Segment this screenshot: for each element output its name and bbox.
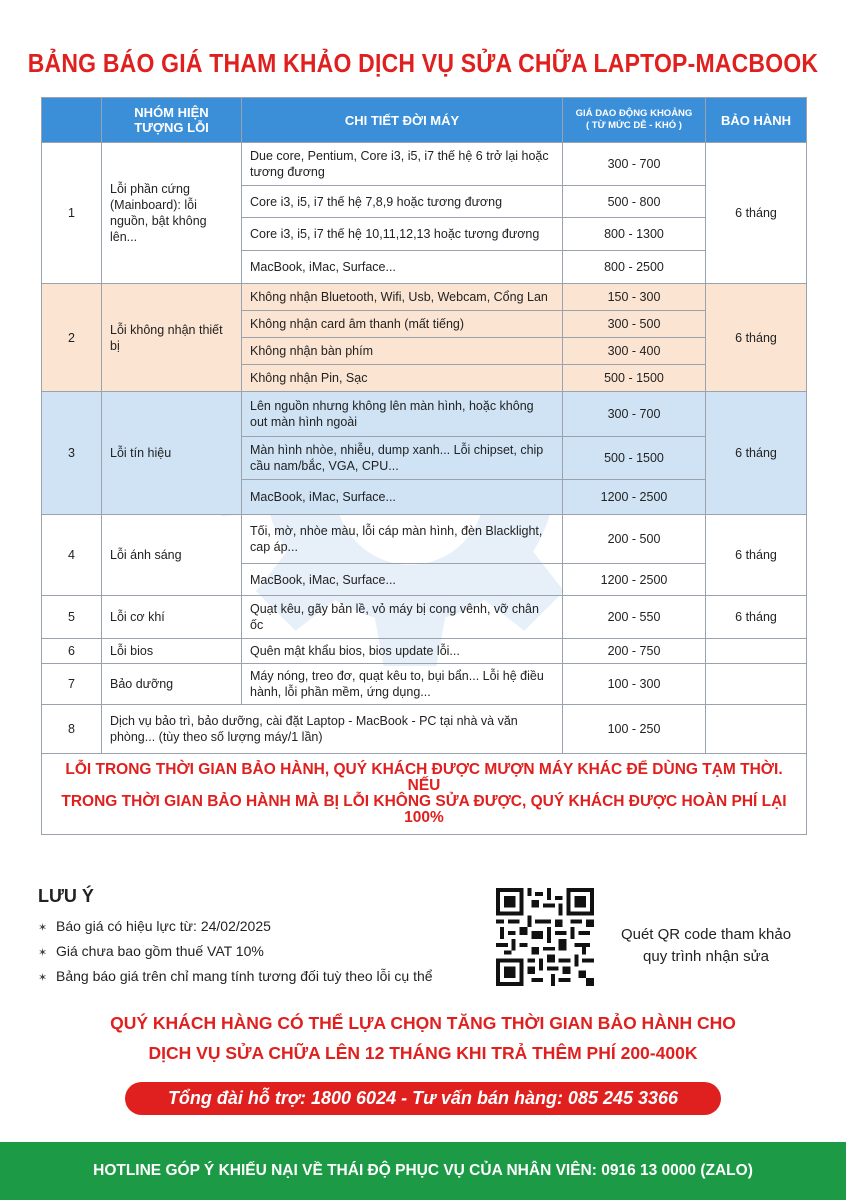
warranty-cell: 6 tháng <box>706 284 807 392</box>
warranty-notice: LỖI TRONG THỜI GIAN BẢO HÀNH, QUÝ KHÁCH ĐƯỢC MƯỢN MÁY KHÁC ĐỂ DÙNG TẠM THỜI. NẾU TRONG THỜI GIAN BẢO HÀNH MÀ BỊ LỖI KHÔNG SỬA ĐƯỢC, QUÝ KHÁCH ĐƯỢC HOÀN PHÍ LẠI 100% <box>42 754 807 835</box>
warranty-cell <box>706 639 807 664</box>
service-description: Dịch vụ bảo trì, bảo dưỡng, cài đặt Laptop - MacBook - PC tại nhà và văn phòng... (tùy theo số lượng máy/1 lần) <box>102 705 563 754</box>
header-price: GIÁ DAO ĐỘNG KHOẢNG ( TỪ MỨC DỄ - KHÓ ) <box>563 98 706 143</box>
price-cell: 500 - 800 <box>563 186 706 218</box>
price-cell: 100 - 300 <box>563 664 706 705</box>
header-no <box>42 98 102 143</box>
row-number: 4 <box>42 515 102 596</box>
detail-cell: Màn hình nhòe, nhiễu, dump xanh... Lỗi chipset, chip cầu nam/bắc, VGA, CPU... <box>242 437 563 480</box>
price-cell: 200 - 750 <box>563 639 706 664</box>
price-cell: 200 - 550 <box>563 596 706 639</box>
detail-cell: Core i3, i5, i7 thế hệ 7,8,9 hoặc tương đương <box>242 186 563 218</box>
table-row <box>42 664 807 705</box>
row-number: 5 <box>42 596 102 639</box>
table-row <box>42 143 807 186</box>
table-header-row <box>42 98 807 143</box>
detail-cell: Core i3, i5, i7 thế hệ 10,11,12,13 hoặc tương đương <box>242 218 563 251</box>
price-cell: 200 - 500 <box>563 515 706 564</box>
price-cell: 800 - 2500 <box>563 251 706 284</box>
detail-cell: Không nhận Pin, Sạc <box>242 365 563 392</box>
warranty-cell: 6 tháng <box>706 596 807 639</box>
list-item: ✶ Bảng báo giá trên chỉ mang tính tương đối tuỳ theo lỗi cụ thể <box>38 965 498 990</box>
list-item: ✶ Giá chưa bao gồm thuế VAT 10% <box>38 940 498 965</box>
warranty-extension-promo: QUÝ KHÁCH HÀNG CÓ THỂ LỰA CHỌN TĂNG THỜI GIAN BẢO HÀNH CHO DỊCH VỤ SỬA CHỮA LÊN 12 THÁNG KHI TRẢ THÊM PHÍ 200-400K <box>110 1013 736 1063</box>
price-cell: 300 - 700 <box>563 392 706 437</box>
star-bullet-icon: ✶ <box>38 922 48 934</box>
price-cell: 300 - 400 <box>563 338 706 365</box>
list-item: ✶ Báo giá có hiệu lực từ: 24/02/2025 <box>38 915 498 940</box>
table-row <box>42 639 807 664</box>
price-cell: 1200 - 2500 <box>563 480 706 515</box>
price-cell: 800 - 1300 <box>563 218 706 251</box>
group-name: Lỗi không nhận thiết bị <box>102 284 242 392</box>
price-cell: 500 - 1500 <box>563 365 706 392</box>
notice-row <box>42 754 807 835</box>
group-name: Lỗi bios <box>102 639 242 664</box>
notes-section <box>38 886 498 990</box>
star-bullet-icon: ✶ <box>38 947 48 959</box>
table-row <box>42 515 807 564</box>
row-number: 7 <box>42 664 102 705</box>
row-number: 6 <box>42 639 102 664</box>
detail-cell: Không nhận card âm thanh (mất tiếng) <box>242 311 563 338</box>
price-cell: 1200 - 2500 <box>563 564 706 596</box>
warranty-cell <box>706 664 807 705</box>
price-cell: 300 - 500 <box>563 311 706 338</box>
table-row <box>42 705 807 754</box>
detail-cell: MacBook, iMac, Surface... <box>242 564 563 596</box>
warranty-cell: 6 tháng <box>706 515 807 596</box>
row-number: 2 <box>42 284 102 392</box>
detail-cell: Quạt kêu, gãy bản lề, vỏ máy bị cong vênh, vỡ chân ốc <box>242 596 563 639</box>
qr-caption: Quét QR code tham khảo quy trình nhận sửa <box>620 926 792 965</box>
table-row <box>42 284 807 311</box>
detail-cell: Quên mật khẩu bios, bios update lỗi... <box>242 639 563 664</box>
detail-cell: Máy nóng, treo đơ, quạt kêu to, bụi bẩn... Lỗi hệ điều hành, lỗi phần mềm, ứng dụng... <box>242 664 563 705</box>
group-name: Lỗi phần cứng (Mainboard): lỗi nguồn, bật không lên... <box>102 143 242 284</box>
header-group: NHÓM HIỆN TƯỢNG LỖI <box>102 98 242 143</box>
group-name: Lỗi ánh sáng <box>102 515 242 596</box>
row-number: 1 <box>42 143 102 284</box>
price-cell: 100 - 250 <box>563 705 706 754</box>
price-cell: 500 - 1500 <box>563 437 706 480</box>
detail-cell: Không nhận bàn phím <box>242 338 563 365</box>
detail-cell: MacBook, iMac, Surface... <box>242 251 563 284</box>
qr-code-icon[interactable] <box>496 888 594 986</box>
group-name: Lỗi tín hiệu <box>102 392 242 515</box>
warranty-cell <box>706 705 807 754</box>
header-detail: CHI TIẾT ĐỜI MÁY <box>242 98 563 143</box>
notes-list <box>38 915 498 990</box>
row-number: 8 <box>42 705 102 754</box>
detail-cell: Tối, mờ, nhòe màu, lỗi cáp màn hình, đèn Blacklight, cap áp... <box>242 515 563 564</box>
price-cell: 300 - 700 <box>563 143 706 186</box>
warranty-cell: 6 tháng <box>706 392 807 515</box>
price-cell: 150 - 300 <box>563 284 706 311</box>
star-bullet-icon: ✶ <box>38 972 48 984</box>
complaint-hotline-footer: HOTLINE GÓP Ý KHIẾU NẠI VỀ THÁI ĐỘ PHỤC VỤ CỦA NHÂN VIÊN: 0916 13 0000 (ZALO) <box>0 1142 846 1200</box>
price-table <box>41 97 807 835</box>
group-name: Lỗi cơ khí <box>102 596 242 639</box>
detail-cell: Không nhận Bluetooth, Wifi, Usb, Webcam, Cổng Lan <box>242 284 563 311</box>
detail-cell: Due core, Pentium, Core i3, i5, i7 thế hệ 6 trở lại hoặc tương đương <box>242 143 563 186</box>
support-hotline-banner[interactable]: Tổng đài hỗ trợ: 1800 6024 - Tư vấn bán hàng: 085 245 3366 <box>125 1082 721 1115</box>
page-title: BẢNG BÁO GIÁ THAM KHẢO DỊCH VỤ SỬA CHỮA LAPTOP-MACBOOK <box>27 48 819 78</box>
notes-heading: LƯU Ý <box>38 886 94 906</box>
table-row <box>42 392 807 437</box>
detail-cell: Lên nguồn nhưng không lên màn hình, hoặc không out màn hình ngoài <box>242 392 563 437</box>
table-row <box>42 596 807 639</box>
warranty-cell: 6 tháng <box>706 143 807 284</box>
header-warranty: BẢO HÀNH <box>706 98 807 143</box>
group-name: Bảo dưỡng <box>102 664 242 705</box>
row-number: 3 <box>42 392 102 515</box>
detail-cell: MacBook, iMac, Surface... <box>242 480 563 515</box>
